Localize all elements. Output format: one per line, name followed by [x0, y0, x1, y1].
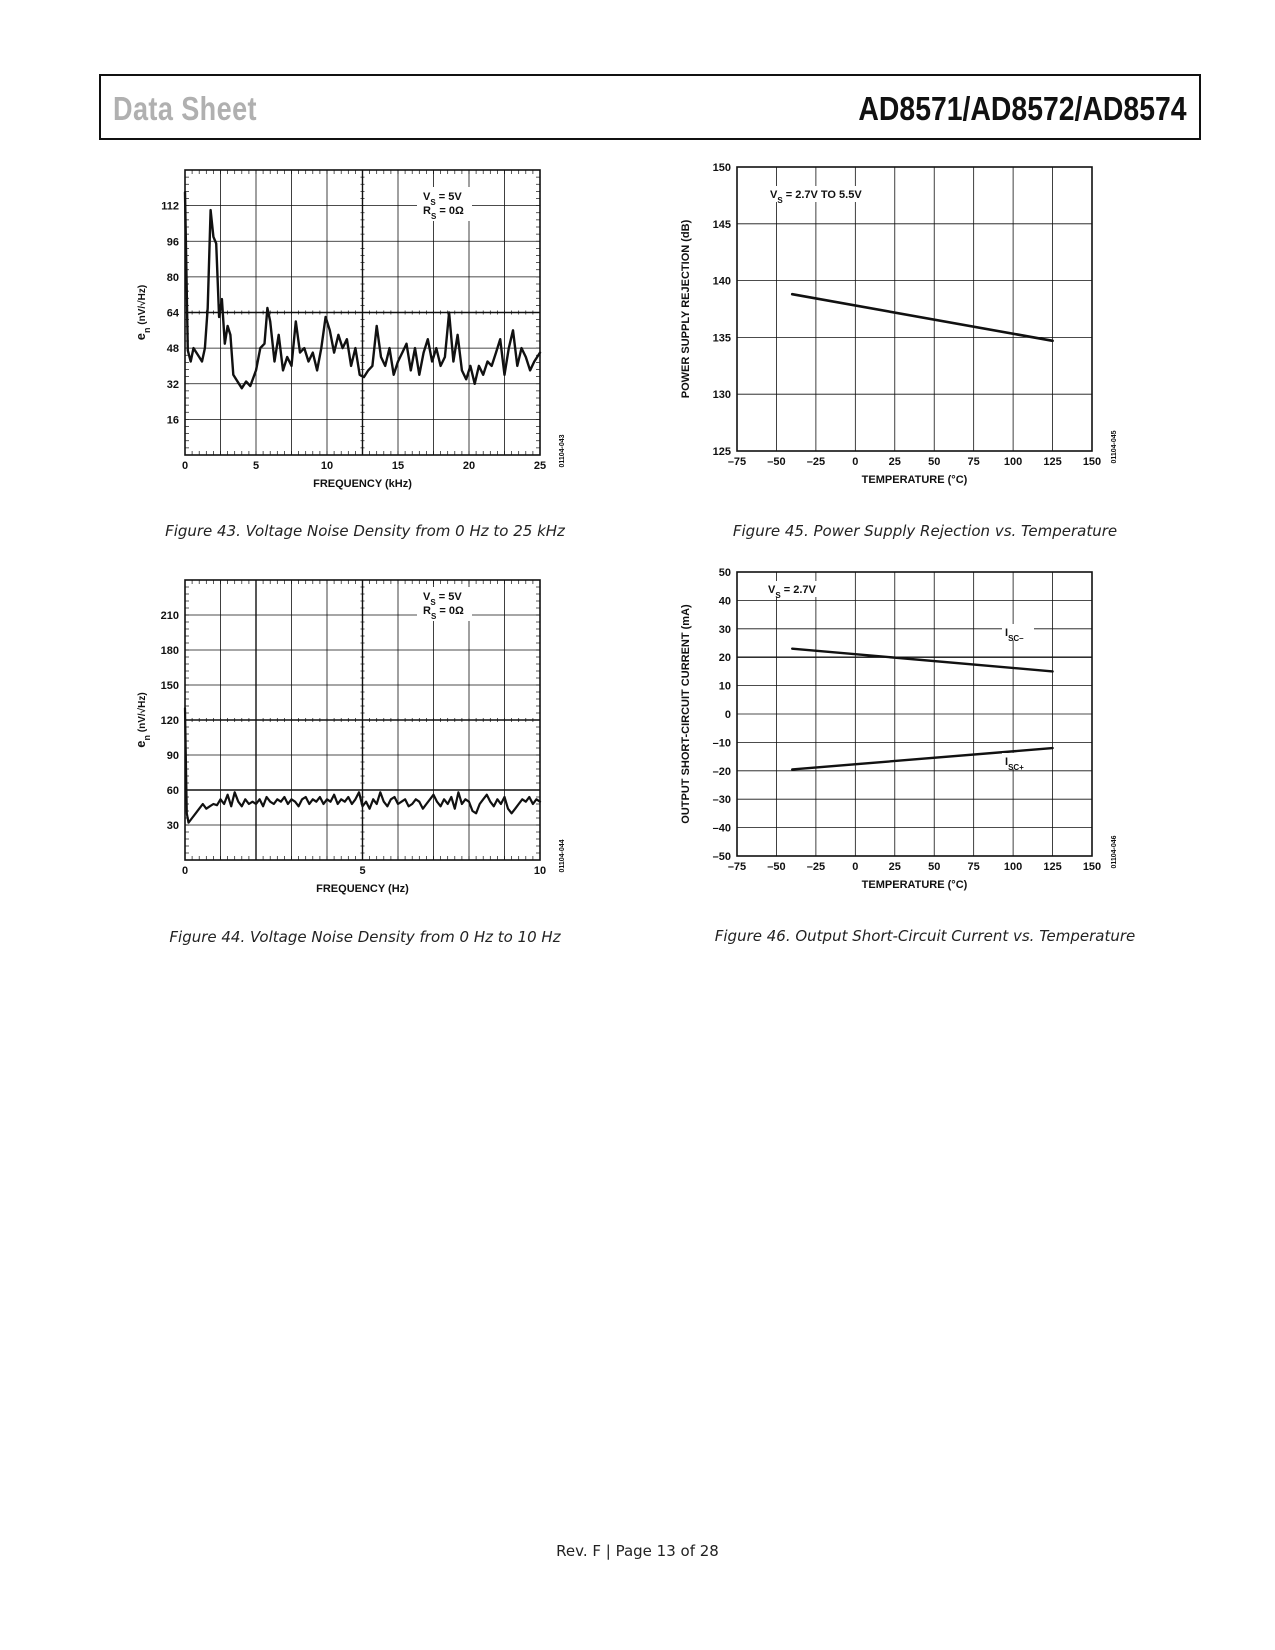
figure-46	[680, 567, 1160, 920]
y-tick-label: –50	[712, 851, 731, 863]
x-tick-label: 5	[252, 460, 260, 472]
x-tick-label: 125	[1043, 456, 1062, 468]
annotation-vs: $V_S = 2.7V$ TO 5.5V	[770, 189, 862, 205]
y-tick-label: 48	[166, 343, 179, 356]
figure-43	[130, 165, 600, 505]
x-tick-label: 25	[533, 460, 547, 472]
x-tick-label: –25	[806, 861, 826, 873]
figure-code: 01104-046	[1111, 835, 1118, 869]
x-tick-label: 20	[462, 460, 476, 472]
x-axis-label: TEMPERATURE (°C)	[861, 474, 968, 486]
x-tick-label: –50	[767, 861, 786, 873]
x-tick-label: 0	[181, 865, 189, 877]
y-tick-label: 0	[724, 709, 731, 721]
y-tick-label: –20	[712, 765, 731, 778]
annotation-vs: $V_S = 2.7V$	[768, 584, 816, 600]
y-tick-label: 135	[712, 332, 731, 345]
x-axis-label: FREQUENCY (Hz)	[316, 883, 409, 895]
x-tick-label: –75	[727, 861, 747, 873]
y-tick-label: 120	[160, 715, 179, 727]
x-tick-label: 10	[320, 460, 334, 472]
page-footer: Rev. F | Page 13 of 28	[556, 1542, 719, 1560]
y-tick-label: 32	[166, 378, 179, 391]
y-tick-label: 90	[166, 750, 179, 762]
x-tick-label: 75	[967, 456, 980, 468]
x-tick-label: 75	[967, 861, 980, 873]
x-axis-label: TEMPERATURE (°C)	[861, 879, 968, 891]
figure-44-chart	[130, 575, 600, 920]
y-tick-label: 150	[160, 680, 179, 692]
x-tick-label: 125	[1043, 861, 1062, 873]
figure-46-caption: Figure 46. Output Short-Circuit Current vs. Temperature	[714, 927, 1136, 945]
y-tick-label: 20	[718, 652, 731, 665]
y-tick-label: 150	[712, 162, 731, 174]
x-tick-label: 25	[888, 861, 901, 873]
annotation-isc-minus: $I_{SC-}$	[1005, 627, 1024, 643]
x-tick-label: 25	[888, 456, 901, 468]
y-tick-label: 96	[166, 236, 179, 249]
figure-44	[130, 575, 600, 920]
x-tick-label: –25	[806, 456, 826, 468]
x-tick-label: 0	[852, 456, 859, 468]
page-header	[99, 74, 1201, 140]
y-tick-label: 210	[160, 610, 179, 622]
y-tick-label: –40	[712, 822, 731, 835]
series-line-1	[792, 649, 1052, 672]
y-tick-label: 60	[166, 785, 179, 797]
figure-43-chart	[130, 165, 600, 505]
y-tick-label: 112	[161, 200, 179, 213]
y-axis-label: OUTPUT SHORT-CIRCUIT CURRENT (mA)	[680, 604, 692, 824]
figure-46-chart	[680, 567, 1160, 920]
header-left: Data Sheet	[113, 90, 257, 127]
y-tick-label: 145	[712, 218, 731, 231]
y-tick-label: 80	[166, 271, 179, 284]
figure-code: 01104-044	[559, 839, 566, 873]
x-tick-label: 50	[928, 456, 941, 468]
figure-code: 01104-043	[559, 434, 566, 468]
x-tick-label: 10	[533, 865, 547, 877]
x-tick-label: 50	[928, 861, 941, 873]
annotation-rs: $R_S = 0\Omega$	[423, 205, 464, 221]
annotation-rs: $R_S = 0\Omega$	[423, 605, 464, 621]
y-tick-label: 30	[166, 820, 179, 832]
figure-code: 01104-045	[1111, 430, 1118, 464]
x-tick-label: –75	[727, 456, 747, 468]
y-tick-label: 16	[166, 414, 179, 427]
x-tick-label: 100	[1003, 861, 1023, 873]
y-tick-label: 50	[718, 567, 731, 579]
annotation-vs: $V_S = 5V$	[423, 591, 462, 607]
x-tick-label: 5	[359, 865, 366, 877]
x-axis-label: FREQUENCY (kHz)	[313, 478, 412, 490]
y-tick-label: 40	[718, 595, 731, 608]
figure-44-caption: Figure 44. Voltage Noise Density from 0 Hz to 10 Hz	[169, 928, 561, 946]
y-tick-label: 125	[712, 446, 731, 458]
x-tick-label: –50	[767, 456, 786, 468]
annotation-isc-plus: $I_{SC+}$	[1005, 756, 1024, 772]
figure-45-caption: Figure 45. Power Supply Rejection vs. Temperature	[732, 522, 1118, 540]
y-tick-label: –30	[712, 794, 731, 807]
y-tick-label: 140	[712, 275, 731, 288]
x-tick-label: 100	[1003, 456, 1023, 468]
y-tick-label: 130	[712, 389, 731, 402]
header-part-number: AD8571/AD8572/AD8574	[858, 90, 1187, 127]
y-tick-label: 10	[718, 680, 731, 693]
plot-frame	[737, 167, 1092, 451]
y-tick-label: 180	[160, 645, 179, 657]
x-tick-label: 0	[181, 460, 189, 472]
y-tick-label: 64	[166, 307, 179, 320]
y-tick-label: 30	[718, 623, 731, 636]
x-tick-label: 150	[1082, 456, 1102, 468]
x-tick-label: 150	[1082, 861, 1102, 873]
figure-45	[680, 160, 1160, 510]
y-axis-label: $e_n$ (nV/√Hz)	[133, 692, 152, 748]
x-tick-label: 0	[852, 861, 859, 873]
y-tick-label: –10	[712, 737, 731, 750]
series-line-1	[792, 294, 1052, 341]
y-axis-label: POWER SUPPLY REJECTION (dB)	[680, 219, 692, 399]
figure-45-chart	[680, 160, 1160, 510]
annotation-vs: $V_S = 5V$	[423, 191, 462, 207]
x-tick-label: 15	[391, 460, 405, 472]
figure-43-caption: Figure 43. Voltage Noise Density from 0 Hz to 25 kHz	[165, 522, 565, 540]
y-axis-label: $e_n$ (nV/√Hz)	[133, 284, 152, 341]
